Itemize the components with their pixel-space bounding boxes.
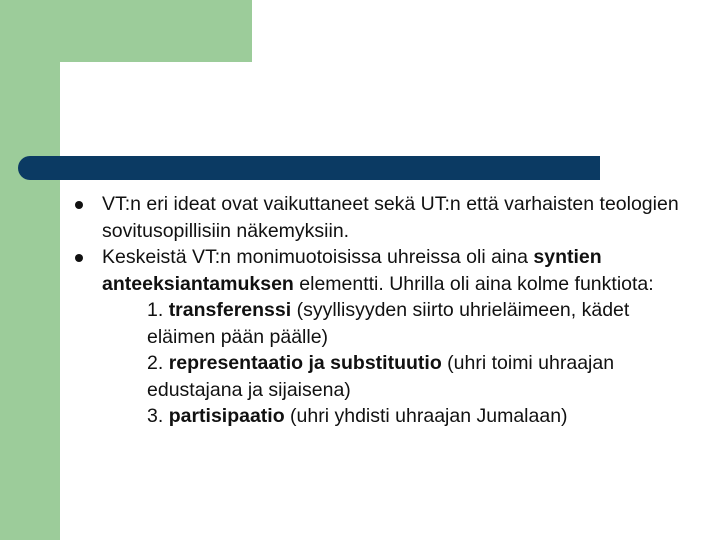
function-term: representaatio ja substituutio	[168, 352, 442, 374]
function-term: partisipaatio	[168, 405, 285, 427]
function-number: 2.	[147, 352, 169, 374]
function-item	[72, 403, 692, 430]
bullet-dot-icon	[75, 201, 83, 209]
function-number: 3.	[147, 405, 169, 427]
slide-content	[72, 191, 692, 430]
bullet-item	[72, 244, 692, 297]
function-description: (syyllisyyden siirto uhrieläimeen, kädet eläimen pään päälle)	[147, 299, 630, 348]
function-number: 1.	[147, 299, 169, 321]
decor-green-left	[0, 0, 60, 540]
bullet-dot-icon	[75, 254, 83, 262]
bullet-text: VT:n eri ideat ovat vaikuttaneet sekä UT:n että varhaisten teologien sovitusopillisiin näkemyksiin.	[102, 193, 679, 242]
bullet-text-pre: Keskeistä VT:n monimuotoisissa uhreissa oli aina	[102, 246, 534, 268]
function-description: (uhri yhdisti uhraajan Jumalaan)	[284, 405, 568, 427]
function-description: (uhri toimi uhraajan edustajana ja sijaisena)	[147, 352, 615, 401]
function-item	[72, 350, 692, 403]
bullet-text-post: elementti. Uhrilla oli aina kolme funktiota:	[293, 272, 654, 295]
function-item	[72, 297, 692, 350]
bullet-item	[72, 191, 692, 244]
function-term: transferenssi	[168, 299, 292, 321]
bullet-text-bold: syntien anteeksiantamuksen	[102, 246, 602, 295]
title-bar	[18, 156, 600, 180]
